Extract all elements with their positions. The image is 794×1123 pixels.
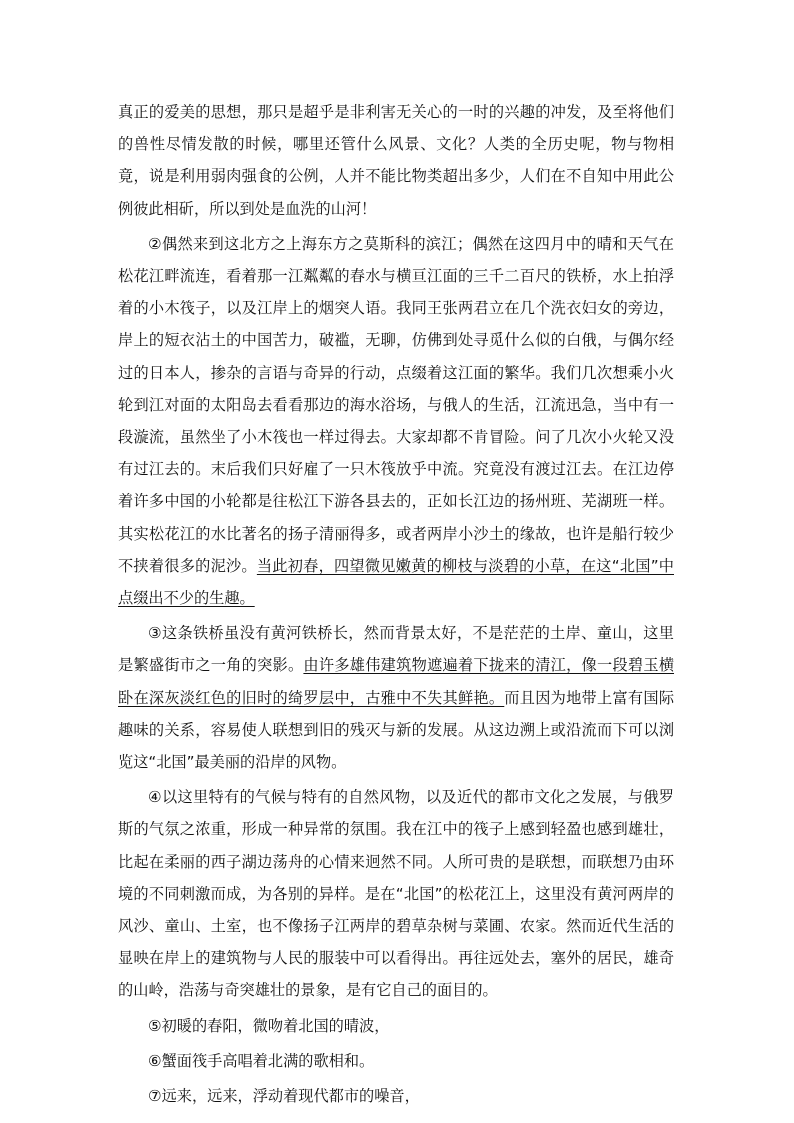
paragraph-5 [118,1010,674,1042]
underlined-sentence: 当此初春，四望微见嫩黄的柳枝与淡碧的小草，在这“北国”中点缀出不少的生趣。 [118,556,674,608]
paragraph-7 [118,1080,674,1112]
paragraph-6 [118,1045,674,1077]
article-body [118,96,674,1112]
paragraph-continuation [118,96,674,225]
paragraph-text: ⑦远来，远来，浮动着现代都市的噪音， [148,1087,420,1106]
paragraph-text: ②偶然来到这北方之上海东方之莫斯科的滨江；偶然在这四月中的晴和天气在松花江畔流连，看着那一江粼粼的春水与横亘江面的三千二百尺的铁桥，水上拍浮着的小木筏子，以及江岸上的烟突人语。我同王张两君立在几个洗衣妇女的旁边，岸上的短衣沾土的中国苦力，破褴，无聊，仿佛到处寻觅什么似的白俄，与偶尔经过的日本人，掺杂的言语与奇异的行动，点缀着这江面的繁华。我们几次想乘小火轮到江对面的太阳岛去看看那边的海水浴场，与俄人的生活，江流迅急，当中有一段漩流，虽然坐了小木筏也一样过得去。大家却都不肯冒险。问了几次小火轮又没有过江去的。末后我们只好雇了一只木筏放乎中流。究竟没有渡过江去。在江边停着许多中国的小轮都是往松江下游各县去的，正如长江边的扬州班、芜湖班一样。其实松花江的水比著名的扬子清丽得多，或者两岸小沙土的缘故，也许是船行较少不挟着很多的泥沙。 [118,234,674,575]
paragraph-4 [118,781,674,1006]
paragraph-2 [118,228,674,614]
paragraph-text: ⑤初暖的春阳，微吻着北国的晴波， [148,1016,390,1035]
paragraph-text: 真正的爱美的思想，那只是超乎是非利害无关心的一时的兴趣的冲发，及至将他们的兽性尽情发散的时候，哪里还管什么风景、文化？人类的全历史呢，物与物相竟，说是利用弱肉强食的公例，人并不能比物类超出多少，人们在不自知中用此公例彼此相斫，所以到处是血洗的山河！ [118,103,674,218]
paragraph-text: ③这条铁桥虽没有黄河铁桥长，然而背景太好，不是茫茫的土岸、童山，这里是繁盛街市之一角的突影。 [118,624,674,675]
paragraph-text: ⑥蟹面筏手高唱着北满的歌相和。 [148,1051,375,1070]
underlined-sentence: 由许多雄伟建筑物遮遍着下拢来的清江，像一段碧玉横卧在深灰淡红色的旧时的绮罗层中，古雅中不失其鲜艳。 [118,656,675,707]
paragraph-text: 而且因为地带上富有国际趣味的关系，容易使人联想到旧的残灭与新的发展。从这边溯上或沿流而下可以浏览这“北国”最美丽的沿岸的风物。 [118,688,675,772]
paragraph-text: ④以这里特有的气候与特有的自然风物，以及近代的都市文化之发展，与俄罗斯的气氛之浓重，形成一种异常的氛围。我在江中的筏子上感到轻盈也感到雄壮，比起在柔丽的西子湖边荡舟的心情来迥然不同。人所可贵的是联想，而联想乃由环境的不同刺激而成，为各别的异样。是在“北国”的松花江上，这里没有黄河两岸的风沙、童山、土室，也不像扬子江两岸的碧草杂树与菜圃、农家。然而近代生活的显映在岸上的建筑物与人民的服装中可以看得出。再往远处去，塞外的居民，雄奇的山岭，浩荡与奇突雄壮的景象，是有它自己的面目的。 [118,788,674,1000]
paragraph-3 [118,617,674,778]
